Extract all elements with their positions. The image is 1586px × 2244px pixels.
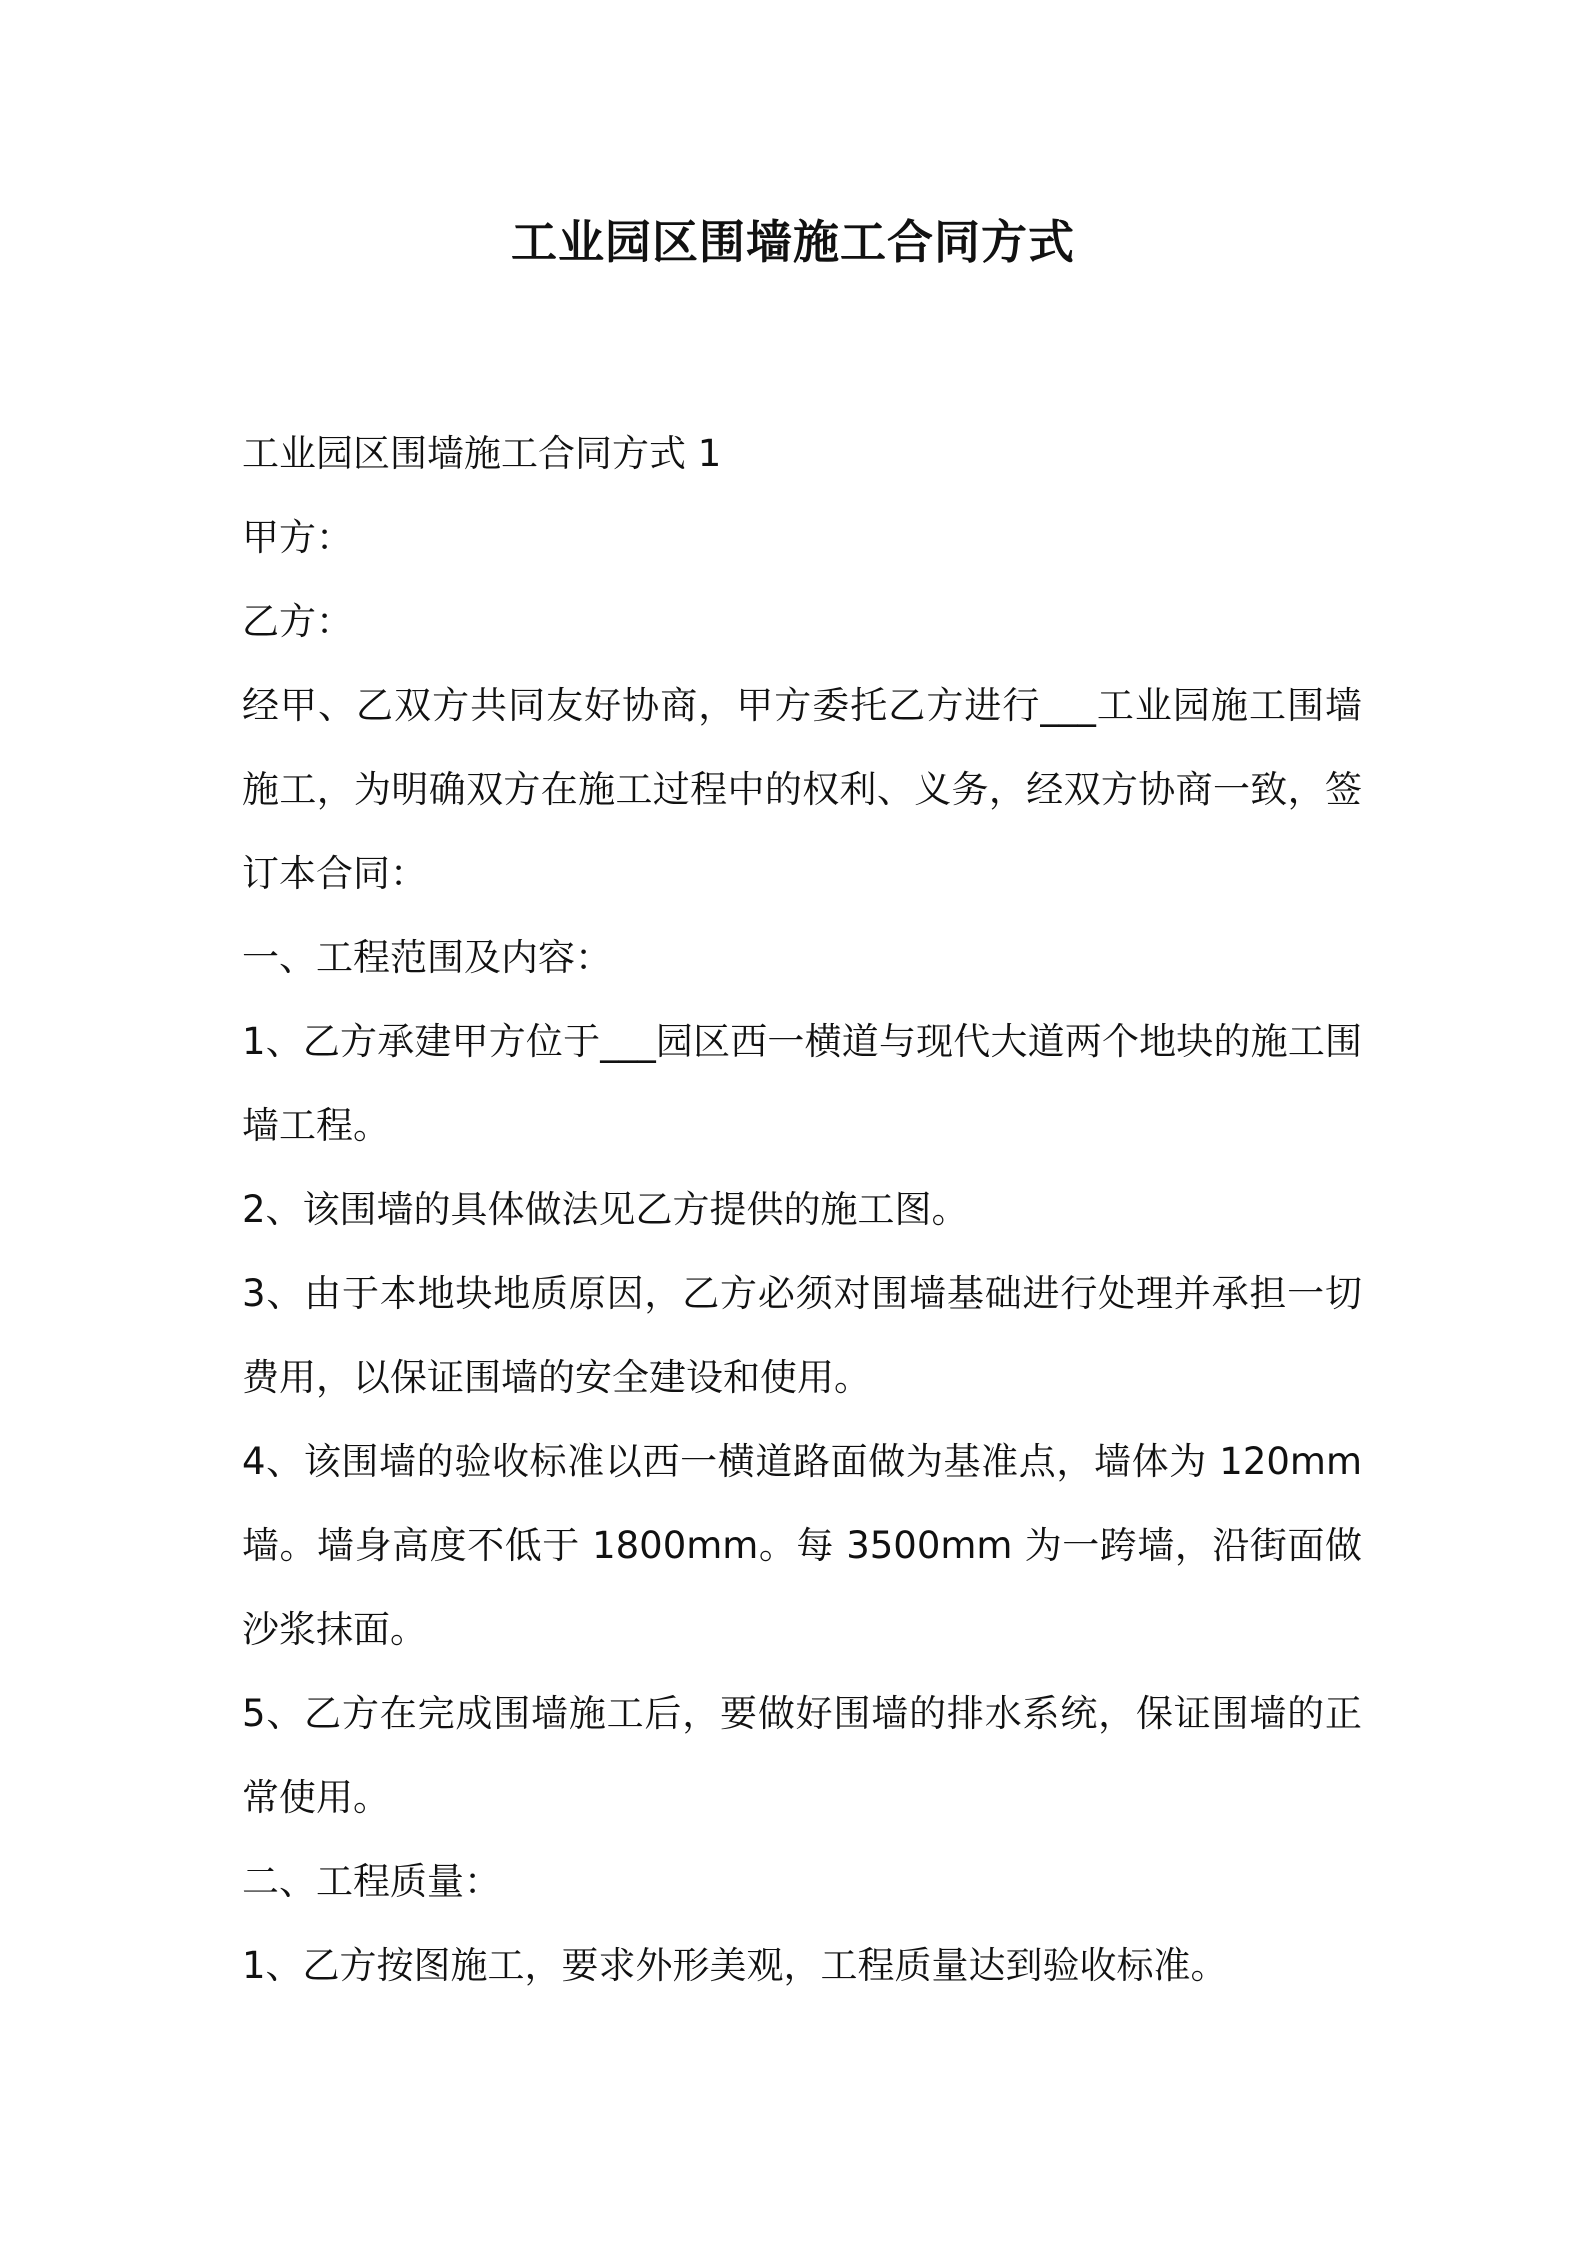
intro-paragraph: 经甲、乙双方共同友好协商，甲方委托乙方进行___工业园施工围墙施工，为明确双方在施工过程中的权利、义务，经双方协商一致，签订本合同： <box>242 684 1362 895</box>
section-1-item-3: 3、由于本地块地质原因，乙方必须对围墙基础进行处理并承担一切费用，以保证围墙的安全建设和使用。 <box>242 1272 1362 1399</box>
document-title: 工业园区围墙施工合同方式 <box>511 215 1075 269</box>
party-b-label: 乙方： <box>242 600 353 643</box>
contract-subtitle: 工业园区围墙施工合同方式 1 <box>242 432 722 475</box>
party-a-label: 甲方： <box>242 516 353 559</box>
section-1-heading: 一、工程范围及内容： <box>242 936 612 979</box>
section-2-item-1: 1、乙方按图施工，要求外形美观，工程质量达到验收标准。 <box>242 1944 1228 1987</box>
section-1-item-1: 1、乙方承建甲方位于___园区西一横道与现代大道两个地块的施工围墙工程。 <box>242 1020 1362 1147</box>
section-1-item-2: 2、该围墙的具体做法见乙方提供的施工图。 <box>242 1188 969 1231</box>
section-2-heading: 二、工程质量： <box>242 1860 501 1903</box>
document-body <box>242 412 1362 2008</box>
section-1-item-4: 4、该围墙的验收标准以西一横道路面做为基准点，墙体为 120mm 墙。墙身高度不低于 1800mm。每 3500mm 为一跨墙，沿街面做沙浆抹面。 <box>242 1440 1362 1651</box>
section-1-item-5: 5、乙方在完成围墙施工后，要做好围墙的排水系统，保证围墙的正常使用。 <box>242 1692 1362 1819</box>
